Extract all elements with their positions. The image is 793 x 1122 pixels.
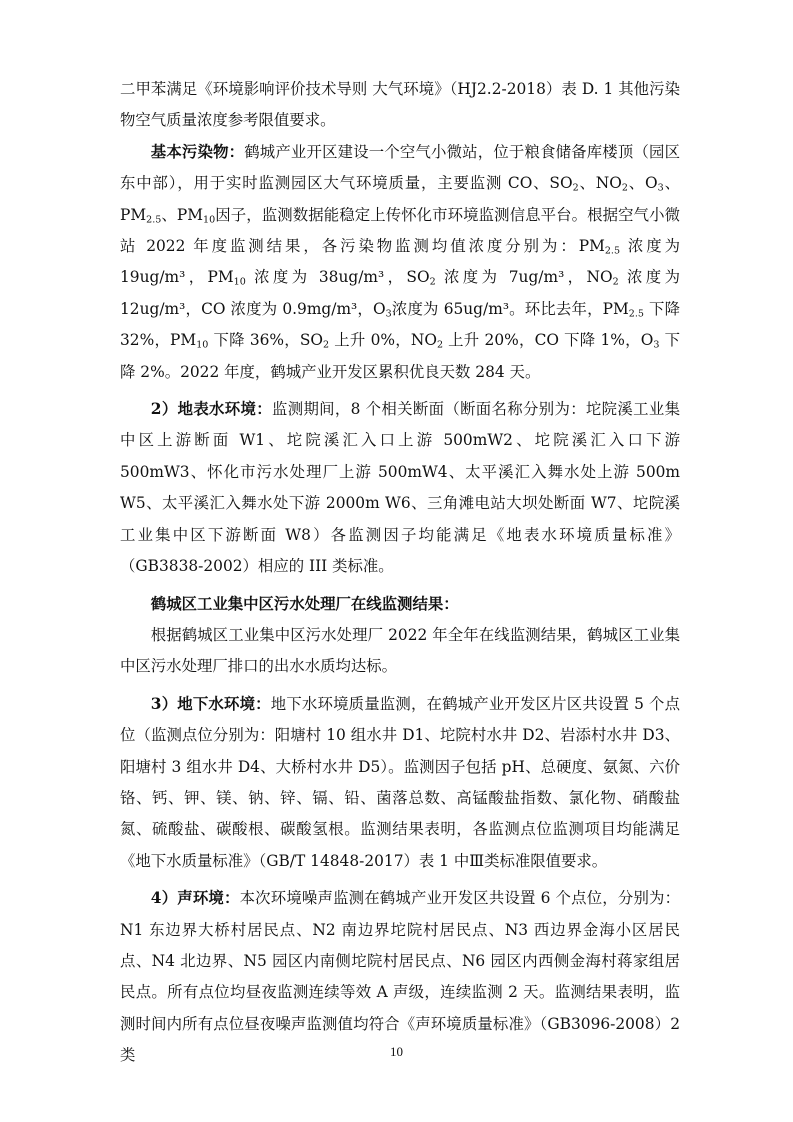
paragraph-text: 二甲苯满足《环境影响评价技术导则 大气环境》（HJ2.2-2018）表 D. 1 其他污染物空气质量浓度参考限值要求。 bbox=[120, 80, 680, 130]
paragraph-groundwater bbox=[120, 689, 680, 877]
paragraph-text: 根据鹤城区工业集中区污水处理厂 2022 年全年在线监测结果，鹤城区工业集中区污水处理厂排口的出水水质均达标。 bbox=[120, 625, 680, 676]
section-lead-acoustic: 4）声环境： bbox=[150, 889, 240, 908]
section-heading: 鹤城区工业集中区污水处理厂在线监测结果： bbox=[150, 594, 459, 613]
heading-wastewater-monitoring bbox=[120, 589, 680, 620]
paragraph-basic-pollutants: 基本污染物：鹤城产业开区建设一个空气小微站，位于粮食储备库楼顶（园区东中部），用于实时监测园区大气环境质量，主要监测 CO、$SO_2$、$NO_2$、$O_3$、$PM_{2.5}$、$PM_{10}$因子，监测数据能稳定上传怀化市环境监测信息平台。根据空气小微站 2022 年度监测结果，各污染物监测均值浓度分别为：$PM_{2.5}$ 浓度为 19ug/m³，$PM_{10}$ 浓度为 38ug/m³，$SO_2$ 浓度为 7ug/m³，$NO_2$ 浓度为 12ug/m³，CO 浓度为 0.9mg/m³，$O_3$浓度为 65ug/m³。环比去年，$PM_{2.5}$ 下降 32%，$PM_{10}$ 下降 36%，$SO_2$ 上升 0%，$NO_2$ 上升 20%，CO 下降 1%，$O_3$ 下降 2%。2022 年度，鹤城产业开发区累积优良天数 284 天。 bbox=[120, 142, 680, 381]
page-number: 10 bbox=[390, 1044, 403, 1059]
section-lead-surface-water: 2）地表水环境： bbox=[150, 400, 272, 419]
paragraph-text: 本次环境噪声监测在鹤城产业开发区共设置 6 个点位，分别为：N1 东边界大桥村居民点、N2 南边界坨院村居民点、N3 西边界金海小区居民点、N4 北边界、N5 园区内南侧坨院村居民点、N6 园区内西侧金海村蒋家组居民点。所有点位均昼夜监测连续等效 A 声级，连续监测 2 天。监测结果表明，监测时间内所有点位昼夜噪声监测值均符合《声环境质量标准》（GB3096-2008）2 类 bbox=[120, 889, 680, 1065]
document-body bbox=[120, 74, 680, 1072]
paragraph-text: 地下水环境质量监测，在鹤城产业开发区片区共设置 5 个点位（监测点位分别为：阳塘村 10 组水井 D1、坨院村水井 D2、岩添村水井 D3、阳塘村 3 组水井 D4、大桥村水井 D5）。监测因子包括 pH、总硬度、氨氮、六价铬、钙、钾、镁、钠、锌、镉、铅、菌落总数、高锰酸盐指数、氯化物、硝酸盐氮、硫酸盐、碳酸根、碳酸氢根。监测结果表明，各监测点位监测项目均能满足《地下水质量标准》（GB/T 14848-2017）表 1 中Ⅲ类标准限值要求。 bbox=[120, 694, 680, 870]
paragraph-xylene-note bbox=[120, 74, 680, 137]
paragraph-surface-water bbox=[120, 394, 680, 582]
paragraph-wastewater-result bbox=[120, 620, 680, 683]
section-lead-groundwater: 3）地下水环境： bbox=[150, 694, 271, 713]
paragraph-text: 监测期间，8 个相关断面（断面名称分别为：坨院溪工业集中区上游断面 W1、坨院溪汇入口上游 500mW2、坨院溪汇入口下游 500mW3、怀化市污水处理厂上游 500mW4、太平溪汇入舞水处上游 500m W5、太平溪汇入舞水处下游 2000m W6、三角滩电站大坝处断面 W7、坨院溪工业集中区下游断面 W8）各监测因子均能满足《地表水环境质量标准》（GB3838-2002）相应的 III 类标准。 bbox=[120, 400, 680, 576]
section-lead-basic-pollutants: 基本污染物： bbox=[150, 142, 245, 161]
